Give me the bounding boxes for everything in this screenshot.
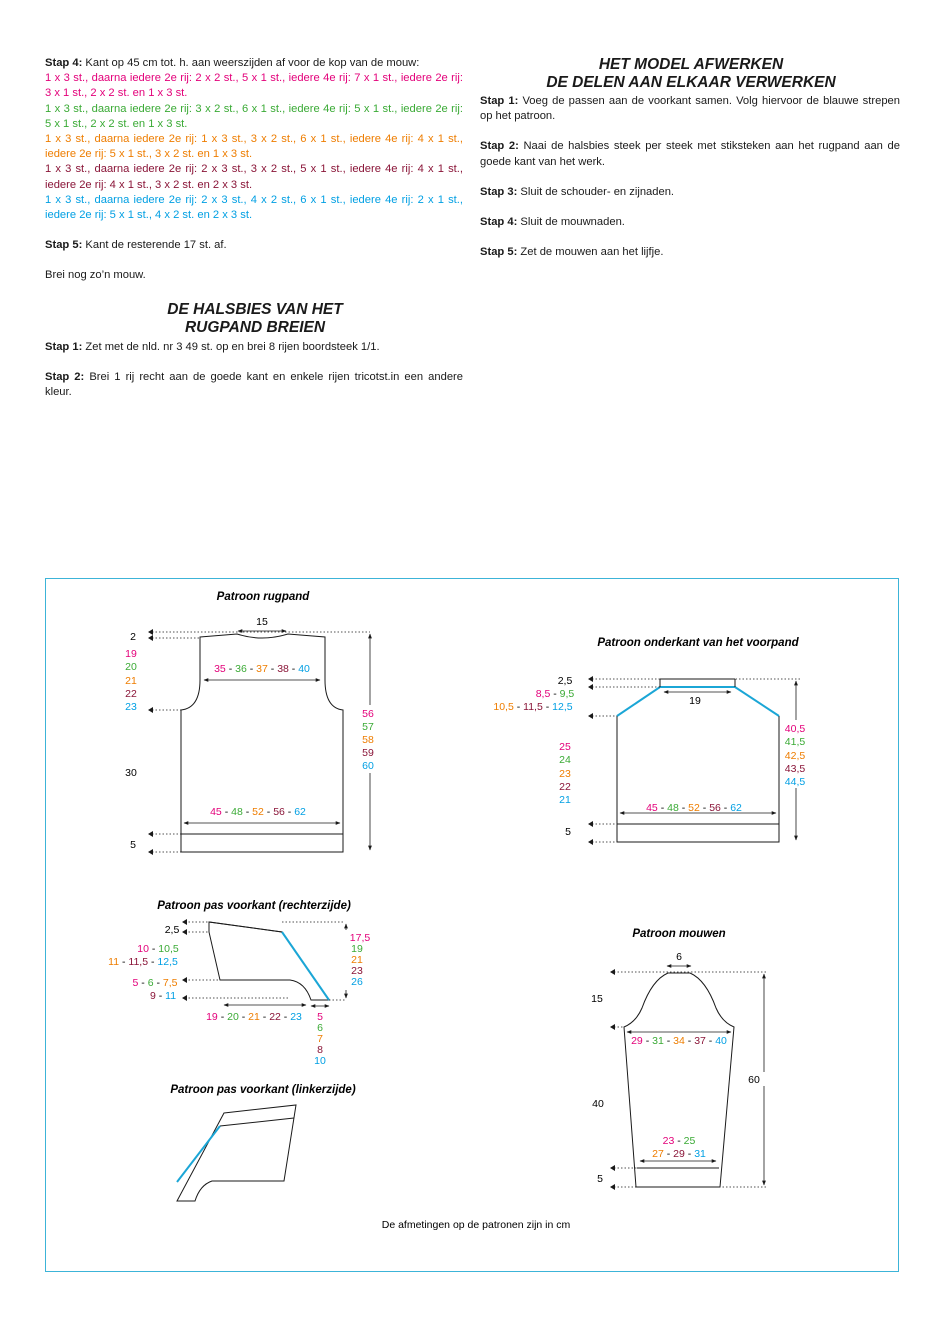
front-bottom-outline	[617, 716, 779, 842]
front-bottom-rib: 5	[565, 826, 571, 838]
back-total-lengths	[358, 705, 382, 773]
yoke-corner-5: 10	[314, 1055, 326, 1067]
sleeve-total-length: 60	[748, 1074, 760, 1086]
yoke-right-corner	[314, 1011, 326, 1067]
front-length-4: 43,5	[784, 763, 806, 775]
back-length-2: 57	[362, 721, 374, 733]
yoke-height-2: 19	[351, 943, 363, 955]
yoke-right-outline	[209, 922, 329, 1000]
front-bottom-width: 45 - 48 - 52 - 56 - 62	[646, 802, 742, 814]
front-side-1: 25	[559, 741, 571, 753]
yoke-right-depth-d: 9 - 11	[149, 990, 177, 1002]
yoke-right-bottom-width: 19 - 20 - 21 - 22 - 23	[206, 1011, 302, 1023]
size-4-instructions: 1 x 3 st., daarna iedere 2e rij: 2 x 3 st., 3 x 2 st., 5 x 1 st., iedere 4e rij: 4 x 1 st., iedere 2e rij: 4 x 1 st., 3 x 2 st. en 2 x 3 st.	[45, 163, 463, 191]
size-1-instructions: 1 x 3 st., daarna iedere 2e rij: 2 x 2 st., 5 x 1 st., iedere 4e rij: 7 x 1 st., iedere 2e rij: 3 x 1 st., 2 x 2 st. en 1 x 3 st.	[45, 72, 463, 100]
yoke-left-title: Patroon pas voorkant (linkerzijde)	[170, 1084, 356, 1096]
yoke-left-blue-seam	[177, 1126, 220, 1182]
front-length-2: 41,5	[784, 736, 806, 748]
finish-step-2: Stap 2: Naai de halsbies steek per steek met stiksteken aan het rugpand aan de goede kant van het werk.	[480, 140, 900, 168]
front-length-1: 40,5	[784, 723, 806, 735]
back-length-1: 56	[362, 708, 374, 720]
yoke-right-pattern	[108, 900, 372, 1067]
back-guide-arrows	[148, 629, 153, 855]
finish-step-3: Stap 3: Sluit de schouder- en zijnaden.	[480, 185, 675, 198]
repeat-note: Brei nog zo’n mouw.	[45, 269, 146, 282]
yoke-right-heights	[344, 930, 372, 990]
back-title: Patroon rugpand	[216, 591, 310, 603]
sleeve-title: Patroon mouwen	[632, 928, 726, 940]
back-body-length: 30	[125, 767, 137, 779]
sleeve-upper-width: 29 - 31 - 34 - 37 - 40	[631, 1035, 727, 1047]
front-length-5: 44,5	[784, 776, 806, 788]
yoke-right-depth-c: 5 - 6 - 7,5	[132, 977, 178, 989]
sleeve-step-4: Stap 4: Kant op 45 cm tot. h. aan weerszijden af voor de kop van de mouw:	[45, 57, 420, 69]
yoke-left-pattern	[170, 1084, 355, 1201]
yoke-corner-2: 6	[317, 1022, 323, 1034]
yoke-height-5: 26	[351, 976, 363, 988]
yoke-corner-1: 5	[317, 1011, 323, 1023]
yoke-height-1: 17,5	[349, 932, 371, 944]
back-length-3: 58	[362, 734, 374, 746]
front-bottom-pattern	[493, 637, 810, 845]
yoke-right-depth-a: 10 - 10,5	[137, 943, 179, 955]
back-armhole-5: 23	[125, 701, 137, 713]
front-bottom-depth-b: 10,5 - 11,5 - 12,5	[493, 701, 573, 713]
sleeve-cuff-width-a: 23 - 25	[662, 1135, 696, 1147]
front-bottom-side-heights	[559, 741, 571, 806]
front-side-2: 24	[559, 754, 571, 766]
neckband-step-2: Stap 2: Brei 1 rij recht aan de goede kant en enkele rijen tricotst.in een andere kleur.	[45, 371, 463, 399]
front-side-3: 23	[559, 768, 571, 780]
front-bottom-title: Patroon onderkant van het voorpand	[597, 637, 799, 649]
size-2-instructions: 1 x 3 st., daarna iedere 2e rij: 3 x 2 st., 6 x 1 st., iedere 4e rij: 5 x 1 st., iedere 2e rij: 5 x 1 st., 2 x 2 st. en 1 x 3 st.	[45, 102, 463, 130]
sleeve-cuff-width-b: 27 - 29 - 31	[652, 1148, 706, 1160]
sleeve-cap-height: 15	[591, 993, 603, 1005]
finish-step-4: Stap 4: Sluit de mouwnaden.	[480, 216, 625, 229]
back-length-4: 59	[362, 747, 374, 759]
back-pattern	[125, 591, 382, 855]
front-bottom-depth-a: 8,5 - 9,5	[535, 688, 575, 700]
front-side-5: 21	[559, 794, 571, 806]
back-width: 45 - 48 - 52 - 56 - 62	[210, 806, 306, 818]
back-armhole-depths	[125, 648, 137, 713]
front-bottom-total-lengths	[782, 720, 810, 788]
back-neck-depth: 2	[130, 631, 136, 643]
pattern-footnote: De afmetingen op de patronen zijn in cm	[381, 1219, 571, 1231]
finishing-heading: HET MODEL AFWERKEN DE DELEN AAN ELKAAR VERWERKEN	[546, 56, 836, 91]
back-neck-width: 15	[256, 616, 268, 628]
back-armhole-3: 21	[125, 675, 137, 687]
yoke-corner-3: 7	[317, 1033, 323, 1045]
neckband-step-1: Stap 1: Zet met de nld. nr 3 49 st. op en brei 8 rijen boordsteek 1/1.	[45, 341, 380, 353]
back-armhole-4: 22	[125, 688, 137, 700]
sleeve-rib: 5	[597, 1173, 603, 1185]
back-armhole-2: 20	[125, 661, 137, 673]
back-rib: 5	[130, 839, 136, 851]
size-3-instructions: 1 x 3 st., daarna iedere 2e rij: 1 x 3 st., 3 x 2 st., 6 x 1 st., iedere 4e rij: 4 x 1 st., iedere 2e rij: 5 x 1 st., 3 x 2 st. en 1 x 3 st.	[45, 133, 463, 161]
yoke-right-top-depth: 2,5	[164, 924, 180, 936]
size-5-instructions: 1 x 3 st., daarna iedere 2e rij: 2 x 3 st., 4 x 2 st., 6 x 1 st., iedere 4e rij: 2 x 1 st., iedere 2e rij: 5 x 1 st., 4 x 2 st. en 2 x 3 st.	[45, 193, 463, 222]
yoke-corner-4: 8	[317, 1044, 323, 1056]
back-shoulder-width: 35 - 36 - 37 - 38 - 40	[214, 663, 310, 675]
yoke-right-depth-b: 11 - 11,5 - 12,5	[108, 956, 178, 968]
finish-step-5: Stap 5: Zet de mouwen aan het lijfje.	[480, 246, 664, 259]
sleeve-top-width: 6	[676, 951, 682, 963]
finish-step-1: Stap 1: Voeg de passen aan de voorkant samen. Volg hiervoor de blauwe strepen op het patroon.	[480, 95, 900, 123]
sleeve-pattern	[591, 928, 772, 1190]
neckband-heading: DE HALSBIES VAN HET RUGPAND BREIEN	[167, 301, 343, 336]
sleeve-step-5: Stap 5: Kant de resterende 17 st. af.	[45, 239, 227, 252]
front-bottom-top-depth: 2,5	[557, 675, 573, 687]
yoke-height-3: 21	[351, 954, 363, 966]
front-side-4: 22	[559, 781, 571, 793]
sleeve-length: 40	[592, 1098, 604, 1110]
back-armhole-1: 19	[125, 648, 137, 660]
front-length-3: 42,5	[784, 750, 806, 762]
yoke-height-4: 23	[351, 965, 363, 977]
yoke-right-title: Patroon pas voorkant (rechterzijde)	[157, 900, 351, 912]
back-length-5: 60	[362, 760, 374, 772]
front-bottom-top-width: 19	[689, 695, 701, 707]
